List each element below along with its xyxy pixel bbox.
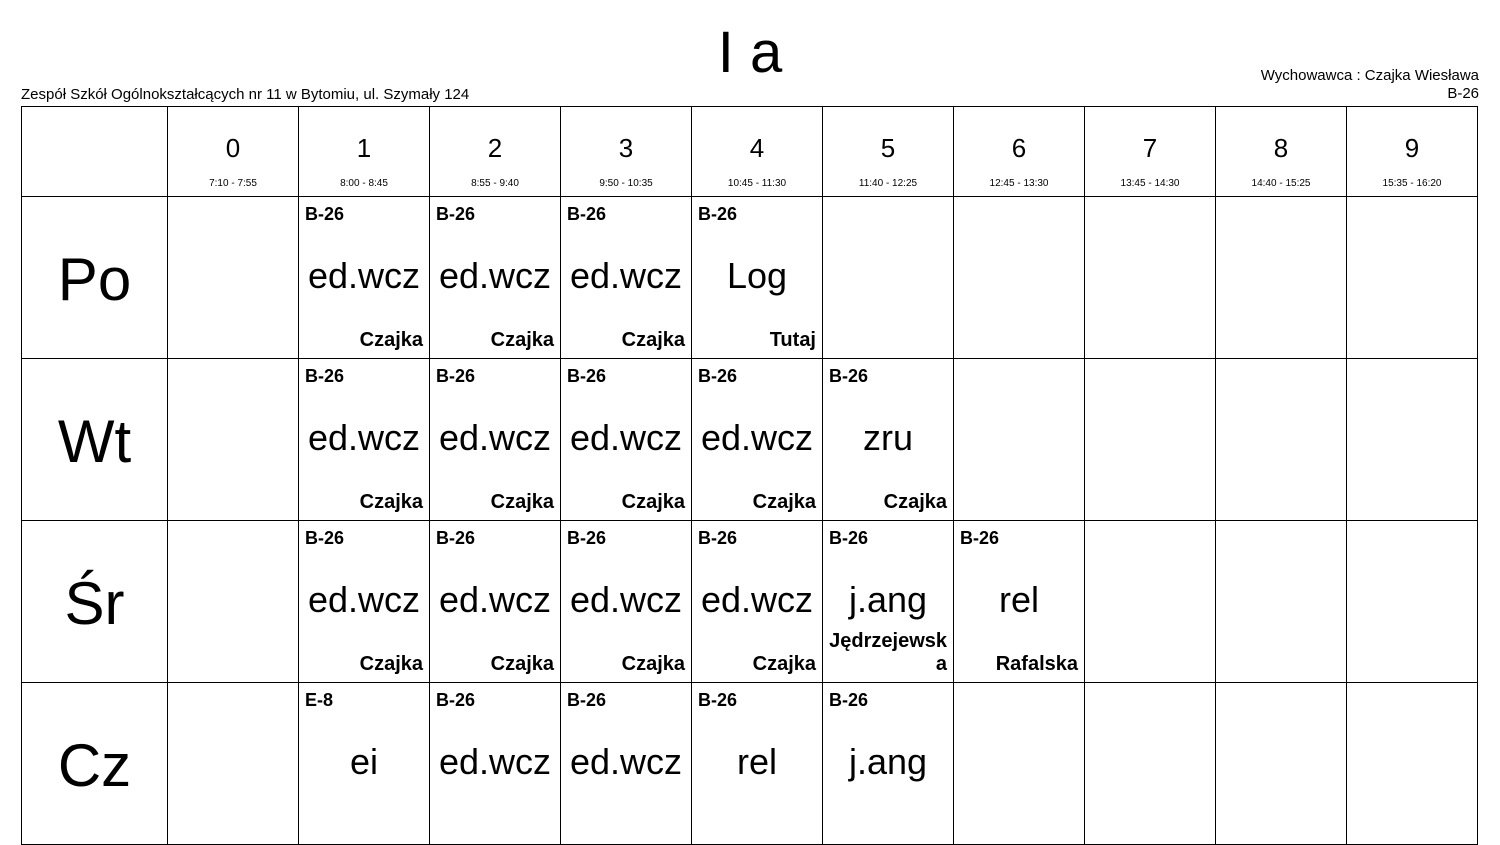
lesson-room: B-26 [829, 366, 869, 386]
lesson-subject: j.ang [848, 741, 928, 782]
lesson-room: B-26 [698, 366, 738, 386]
lesson-subject: ei [349, 741, 379, 782]
lesson-teacher: Czajka [621, 329, 685, 351]
lesson-subject: ed.wcz [307, 579, 421, 620]
school-name: Zespół Szkół Ogólnokształcących nr 11 w Bytomiu, ul. Szymały 124 [21, 86, 470, 103]
lesson-room: B-26 [436, 366, 476, 386]
lesson-cell [430, 197, 561, 359]
day-cell [22, 359, 168, 521]
lesson-room: B-26 [305, 204, 345, 224]
empty-cell [1216, 359, 1347, 521]
lesson-cell [299, 197, 430, 359]
lesson-subject: ed.wcz [307, 417, 421, 458]
empty-cell [823, 197, 954, 359]
empty-cell [168, 359, 299, 521]
period-header [168, 107, 299, 197]
home-room: B-26 [1447, 85, 1479, 102]
period-number: 6 [1011, 133, 1027, 163]
period-header [1085, 107, 1216, 197]
lesson-cell [299, 359, 430, 521]
empty-cell [1085, 197, 1216, 359]
lesson-subject: rel [998, 579, 1039, 620]
lesson-subject: ed.wcz [307, 255, 421, 296]
lesson-cell [561, 197, 692, 359]
period-number: 0 [225, 133, 241, 163]
period-header [823, 107, 954, 197]
lesson-subject: ed.wcz [438, 579, 552, 620]
lesson-subject: ed.wcz [569, 579, 683, 620]
lesson-teacher: Czajka [490, 491, 554, 513]
empty-cell [1347, 683, 1478, 845]
lesson-subject: ed.wcz [569, 741, 683, 782]
lesson-teacher: Tutaj [769, 329, 816, 351]
lesson-cell [954, 521, 1085, 683]
empty-cell [954, 683, 1085, 845]
lesson-teacher: Rafalska [995, 653, 1078, 675]
lesson-room: B-26 [436, 528, 476, 548]
period-header [430, 107, 561, 197]
lesson-room: B-26 [305, 528, 345, 548]
lesson-cell [823, 521, 954, 683]
empty-cell [1216, 521, 1347, 683]
empty-cell [1216, 683, 1347, 845]
lesson-room: B-26 [698, 690, 738, 710]
lesson-teacher: Czajka [752, 653, 816, 675]
empty-cell [1347, 521, 1478, 683]
lesson-room: B-26 [829, 528, 869, 548]
period-time: 9:50 - 10:35 [599, 178, 653, 189]
empty-cell [168, 683, 299, 845]
period-time: 12:45 - 13:30 [989, 178, 1049, 189]
lesson-cell [692, 359, 823, 521]
lesson-teacher: Jędrzejewska [829, 630, 947, 675]
empty-cell [1085, 521, 1216, 683]
lesson-teacher: Czajka [359, 329, 423, 351]
lesson-room: B-26 [567, 366, 607, 386]
empty-cell [1085, 359, 1216, 521]
lesson-room: B-26 [567, 690, 607, 710]
period-header [299, 107, 430, 197]
lesson-cell [561, 359, 692, 521]
lesson-room: B-26 [698, 204, 738, 224]
empty-cell [1085, 683, 1216, 845]
lesson-cell [430, 683, 561, 845]
period-header [1347, 107, 1478, 197]
period-number: 2 [487, 133, 503, 163]
form-teacher-info [1261, 67, 1479, 103]
empty-cell [1347, 359, 1478, 521]
period-number: 8 [1273, 133, 1289, 163]
period-time: 13:45 - 14:30 [1120, 178, 1180, 189]
day-name: Cz [57, 732, 132, 799]
period-number: 4 [749, 133, 765, 163]
lesson-teacher: Czajka [883, 491, 947, 513]
period-number: 7 [1142, 133, 1158, 163]
lesson-teacher: Czajka [621, 653, 685, 675]
lesson-cell [692, 683, 823, 845]
lesson-subject: ed.wcz [438, 255, 552, 296]
lesson-room: B-26 [567, 204, 607, 224]
period-time: 10:45 - 11:30 [727, 178, 787, 189]
lesson-room: E-8 [305, 690, 334, 710]
lesson-teacher: Czajka [752, 491, 816, 513]
lesson-subject: ed.wcz [569, 417, 683, 458]
lesson-subject: Log [726, 255, 788, 296]
lesson-teacher: Czajka [359, 491, 423, 513]
lesson-cell [823, 359, 954, 521]
day-row [22, 521, 1478, 683]
empty-cell [1347, 197, 1478, 359]
lesson-subject: ed.wcz [569, 255, 683, 296]
lesson-room: B-26 [436, 690, 476, 710]
day-cell [22, 197, 168, 359]
day-name: Po [57, 246, 132, 313]
lesson-cell [561, 521, 692, 683]
day-row [22, 197, 1478, 359]
period-number: 5 [880, 133, 896, 163]
lesson-cell [823, 683, 954, 845]
lesson-subject: j.ang [848, 579, 928, 620]
lesson-room: B-26 [567, 528, 607, 548]
class-title: I a [717, 20, 783, 85]
lesson-cell [299, 683, 430, 845]
day-cell [22, 683, 168, 845]
header-row [22, 107, 1478, 197]
timetable-grid [21, 106, 1478, 845]
empty-cell [168, 521, 299, 683]
lesson-subject: ed.wcz [438, 741, 552, 782]
period-time: 8:55 - 9:40 [471, 178, 519, 189]
lesson-cell [430, 521, 561, 683]
lesson-subject: ed.wcz [700, 417, 814, 458]
lesson-teacher: Czajka [621, 491, 685, 513]
day-cell [22, 521, 168, 683]
period-header [561, 107, 692, 197]
lesson-subject: ed.wcz [438, 417, 552, 458]
day-row [22, 683, 1478, 845]
period-time: 7:10 - 7:55 [209, 178, 257, 189]
period-number: 1 [356, 133, 372, 163]
lesson-cell [692, 197, 823, 359]
lesson-teacher: Czajka [359, 653, 423, 675]
lesson-room: B-26 [305, 366, 345, 386]
empty-cell [954, 359, 1085, 521]
day-row [22, 359, 1478, 521]
lesson-teacher: Czajka [490, 329, 554, 351]
lesson-subject: zru [862, 417, 913, 458]
day-name: Śr [64, 570, 125, 637]
lesson-cell [561, 683, 692, 845]
form-teacher: Wychowawca : Czajka Wiesława [1260, 67, 1479, 84]
empty-cell [1216, 197, 1347, 359]
lesson-room: B-26 [829, 690, 869, 710]
lesson-cell [299, 521, 430, 683]
empty-cell [168, 197, 299, 359]
lesson-subject: ed.wcz [700, 579, 814, 620]
period-header [1216, 107, 1347, 197]
period-header [692, 107, 823, 197]
period-header [954, 107, 1085, 197]
period-number: 3 [618, 133, 634, 163]
lesson-cell [692, 521, 823, 683]
lesson-room: B-26 [436, 204, 476, 224]
lesson-room: B-26 [698, 528, 738, 548]
day-name: Wt [57, 408, 132, 475]
empty-cell [954, 197, 1085, 359]
period-time: 11:40 - 12:25 [858, 178, 918, 189]
period-time: 15:35 - 16:20 [1382, 178, 1442, 189]
corner-cell [22, 107, 168, 197]
lesson-subject: rel [736, 741, 777, 782]
lesson-cell [430, 359, 561, 521]
period-number: 9 [1404, 133, 1420, 163]
lesson-room: B-26 [960, 528, 1000, 548]
lesson-teacher: Czajka [490, 653, 554, 675]
period-time: 8:00 - 8:45 [340, 178, 388, 189]
period-time: 14:40 - 15:25 [1251, 178, 1311, 189]
